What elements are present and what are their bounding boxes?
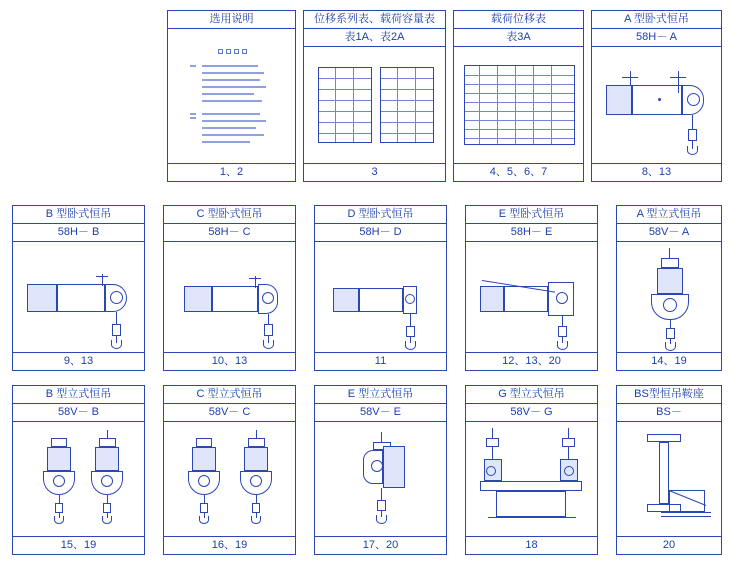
card-figure-horizontal-d <box>315 242 446 356</box>
card-title: 选用说明 <box>168 11 295 29</box>
card-type-e-horizontal[interactable] <box>465 205 598 371</box>
card-code: BS－ <box>617 404 721 422</box>
card-type-b-horizontal[interactable] <box>12 205 145 371</box>
card-footer: 8、13 <box>592 163 721 181</box>
card-footer: 9、13 <box>13 352 144 370</box>
card-footer: 3 <box>304 163 445 181</box>
card-subtitle: 表3A <box>454 29 583 47</box>
card-title: E 型立式恒吊 <box>315 386 446 404</box>
card-code: 58H－ C <box>164 224 295 242</box>
card-figure-table-wide <box>454 47 583 167</box>
card-figure-saddle <box>617 422 721 540</box>
card-footer: 1、2 <box>168 163 295 181</box>
card-footer: 10、13 <box>164 352 295 370</box>
card-load-displacement[interactable] <box>453 10 584 182</box>
card-bs-saddle[interactable] <box>616 385 722 555</box>
card-title: 位移系列表、载荷容量表 <box>304 11 445 29</box>
card-figure-horizontal-c <box>164 242 295 356</box>
card-footer: 17、20 <box>315 536 446 554</box>
card-figure-horizontal-a <box>592 47 721 167</box>
card-code: 58H－ B <box>13 224 144 242</box>
card-title: B 型立式恒吊 <box>13 386 144 404</box>
card-code: 58H－ A <box>592 29 721 47</box>
card-code: 58V－ B <box>13 404 144 422</box>
card-type-c-horizontal[interactable] <box>163 205 296 371</box>
card-type-b-vertical[interactable] <box>12 385 145 555</box>
card-type-c-vertical[interactable] <box>163 385 296 555</box>
card-title: B 型卧式恒吊 <box>13 206 144 224</box>
card-code: 58V－ E <box>315 404 446 422</box>
card-figure-vertical-e <box>315 422 446 540</box>
card-type-e-vertical[interactable] <box>314 385 447 555</box>
card-code: 58V－ A <box>617 224 721 242</box>
card-title: 载荷位移表 <box>454 11 583 29</box>
card-code: 58V－ G <box>466 404 597 422</box>
card-footer: 12、13、20 <box>466 352 597 370</box>
card-figure-vertical-a <box>617 242 721 356</box>
card-footer: 15、19 <box>13 536 144 554</box>
card-footer: 4、5、6、7 <box>454 163 583 181</box>
card-title: A 型卧式恒吊 <box>592 11 721 29</box>
card-footer: 14、19 <box>617 352 721 370</box>
card-footer: 16、19 <box>164 536 295 554</box>
card-footer: 20 <box>617 536 721 554</box>
card-title: A 型立式恒吊 <box>617 206 721 224</box>
card-title: BS型恒吊鞍座 <box>617 386 721 404</box>
card-code: 58H－ D <box>315 224 446 242</box>
card-footer: 11 <box>315 352 446 370</box>
card-title: C 型立式恒吊 <box>164 386 295 404</box>
card-code: 58V－ C <box>164 404 295 422</box>
card-figure-table-pair <box>304 47 445 167</box>
card-title: D 型卧式恒吊 <box>315 206 446 224</box>
card-figure-vertical-g <box>466 422 597 540</box>
card-figure-horizontal-e <box>466 242 597 356</box>
card-figure-vertical-b <box>13 422 144 540</box>
card-displacement-series-load-capacity[interactable] <box>303 10 446 182</box>
card-figure-vertical-c <box>164 422 295 540</box>
card-instructions[interactable] <box>167 10 296 182</box>
card-title: G 型立式恒吊 <box>466 386 597 404</box>
card-type-a-vertical[interactable] <box>616 205 722 371</box>
card-title: C 型卧式恒吊 <box>164 206 295 224</box>
card-figure-text-block <box>168 29 295 166</box>
card-type-a-horizontal[interactable] <box>591 10 722 182</box>
card-footer: 18 <box>466 536 597 554</box>
card-type-g-vertical[interactable] <box>465 385 598 555</box>
card-type-d-horizontal[interactable] <box>314 205 447 371</box>
card-title: E 型卧式恒吊 <box>466 206 597 224</box>
card-figure-horizontal-b <box>13 242 144 356</box>
card-subtitle: 表1A、表2A <box>304 29 445 47</box>
card-code: 58H－ E <box>466 224 597 242</box>
